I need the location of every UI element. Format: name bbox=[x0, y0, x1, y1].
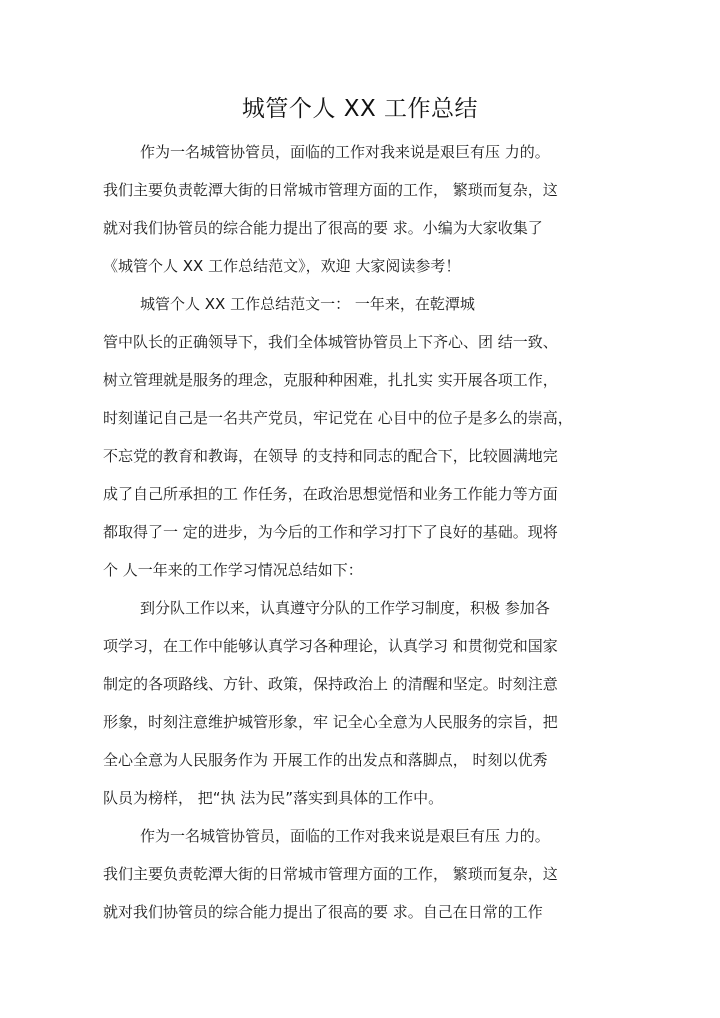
paragraph-line: 《城管个人 XX 工作总结范文》，欢迎 大家阅读参考！ bbox=[103, 257, 461, 275]
document-title: 城管个人 XX 工作总结 bbox=[241, 96, 479, 122]
paragraph-line: 管中队长的正确领导下，我们全体城管协管员上下齐心、团 结一致、 bbox=[103, 333, 558, 351]
paragraph-line: 我们主要负责乾潭大街的日常城市管理方面的工作， 繁琐而复杂，这 bbox=[103, 865, 558, 883]
paragraph-line: 制定的各项路线、方针、政策，保持政治上 的清醒和坚定。时刻注意 bbox=[103, 675, 558, 693]
paragraph-line: 全心全意为人民服务作为 开展工作的出发点和落脚点， 时刻以优秀 bbox=[103, 751, 548, 769]
paragraph-line: 形象，时刻注意维护城管形象，牢 记全心全意为人民服务的宗旨，把 bbox=[103, 713, 558, 731]
paragraph-line: 到分队工作以来，认真遵守分队的工作学习制度，积极 参加各 bbox=[140, 599, 550, 617]
paragraph-line: 我们主要负责乾潭大街的日常城市管理方面的工作， 繁琐而复杂，这 bbox=[103, 181, 558, 199]
paragraph-line: 个 人一年来的工作学习情况总结如下： bbox=[103, 561, 363, 579]
paragraph-line: 城管个人 XX 工作总结范文一： 一年来，在乾潭城 bbox=[140, 295, 475, 313]
paragraph-line: 就对我们协管员的综合能力提出了很高的要 求。自己在日常的工作 bbox=[103, 903, 543, 921]
paragraph-line: 树立管理就是服务的理念，克服种种困难，扎扎实 实开展各项工作， bbox=[103, 371, 558, 389]
paragraph-line: 作为一名城管协管员，面临的工作对我来说是艰巨有压 力的。 bbox=[140, 143, 550, 161]
paragraph-line: 队员为榜样， 把“执 法为民”落实到具体的工作中。 bbox=[103, 789, 444, 807]
paragraph-line: 成了自己所承担的工 作任务，在政治思想觉悟和业务工作能力等方面 bbox=[103, 485, 558, 503]
paragraph-line: 作为一名城管协管员，面临的工作对我来说是艰巨有压 力的。 bbox=[140, 827, 550, 845]
paragraph-line: 不忘党的教育和教诲，在领导 的支持和同志的配合下，比较圆满地完 bbox=[103, 447, 558, 465]
paragraph-line: 项学习，在工作中能够认真学习各种理论，认真学习 和贯彻党和国家 bbox=[103, 637, 558, 655]
paragraph-line: 时刻谨记自己是一名共产党员，牢记党在 心目中的位子是多么的崇高， bbox=[103, 409, 573, 427]
paragraph-line: 就对我们协管员的综合能力提出了很高的要 求。小编为大家收集了 bbox=[103, 219, 543, 237]
paragraph-line: 都取得了一 定的进步，为今后的工作和学习打下了良好的基础。现将 bbox=[103, 523, 558, 541]
